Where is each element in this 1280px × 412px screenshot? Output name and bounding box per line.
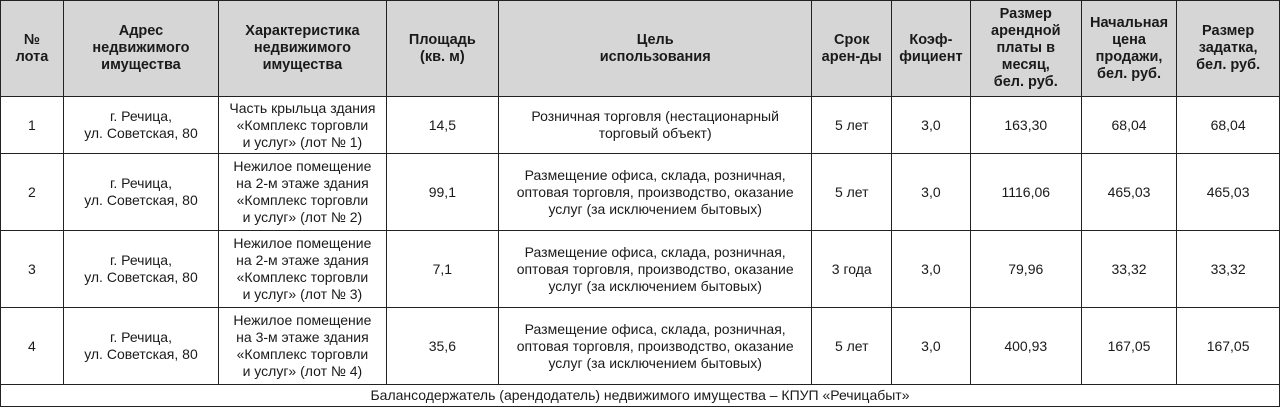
cell-term: 3 года (812, 231, 892, 308)
cell-area: 35,6 (386, 308, 498, 385)
cell-description: Часть крыльца здания «Комплекс торговли и услуг» (лот № 1) (219, 97, 387, 154)
table-row (1, 308, 1280, 385)
cell-description: Нежилое помещение на 2-м этаже здания «Комплекс торговли и услуг» (лот № 2) (219, 154, 387, 231)
header-rent: Размер арендной платы в месяц, бел. руб. (970, 1, 1081, 97)
cell-purpose: Размещение офиса, склада, розничная, оптовая торговля, производство, оказание услуг (за исключением бытовых) (498, 308, 811, 385)
cell-description: Нежилое помещение на 2-м этаже здания «Комплекс торговли и услуг» (лот № 3) (219, 231, 387, 308)
cell-start-price: 68,04 (1081, 97, 1176, 154)
cell-start-price: 33,32 (1081, 231, 1176, 308)
cell-address: г. Речица, ул. Советская, 80 (63, 231, 218, 308)
cell-rent: 79,96 (970, 231, 1081, 308)
cell-description: Нежилое помещение на 3-м этаже здания «Комплекс торговли и услуг» (лот № 4) (219, 308, 387, 385)
cell-rent: 400,93 (970, 308, 1081, 385)
cell-address: г. Речица, ул. Советская, 80 (63, 308, 218, 385)
cell-term: 5 лет (812, 154, 892, 231)
cell-rent: 1116,06 (970, 154, 1081, 231)
cell-term: 5 лет (812, 308, 892, 385)
header-area: Площадь (кв. м) (386, 1, 498, 97)
cell-purpose: Розничная торговля (нестационарный торговый объект) (498, 97, 811, 154)
header-address: Адрес недвижимого имущества (63, 1, 218, 97)
header-term: Срок арен-ды (812, 1, 892, 97)
cell-area: 99,1 (386, 154, 498, 231)
header-deposit: Размер задатка, бел. руб. (1177, 1, 1280, 97)
cell-lot-number: 1 (1, 97, 64, 154)
table-header-row (1, 1, 1280, 97)
cell-area: 7,1 (386, 231, 498, 308)
cell-start-price: 167,05 (1081, 308, 1176, 385)
cell-lot-number: 2 (1, 154, 64, 231)
table-row (1, 231, 1280, 308)
table-footer-row (1, 385, 1280, 407)
cell-purpose: Размещение офиса, склада, розничная, оптовая торговля, производство, оказание услуг (за исключением бытовых) (498, 154, 811, 231)
cell-deposit: 465,03 (1177, 154, 1280, 231)
header-coefficient: Коэф- фициент (892, 1, 971, 97)
table-row (1, 97, 1280, 154)
cell-deposit: 33,32 (1177, 231, 1280, 308)
cell-start-price: 465,03 (1081, 154, 1176, 231)
cell-address: г. Речица, ул. Советская, 80 (63, 97, 218, 154)
cell-coefficient: 3,0 (892, 154, 971, 231)
cell-coefficient: 3,0 (892, 97, 971, 154)
cell-address: г. Речица, ул. Советская, 80 (63, 154, 218, 231)
header-description: Характеристика недвижимого имущества (219, 1, 387, 97)
cell-coefficient: 3,0 (892, 231, 971, 308)
cell-deposit: 68,04 (1177, 97, 1280, 154)
header-lot-number: № лота (1, 1, 64, 97)
cell-rent: 163,30 (970, 97, 1081, 154)
cell-purpose: Размещение офиса, склада, розничная, оптовая торговля, производство, оказание услуг (за исключением бытовых) (498, 231, 811, 308)
cell-lot-number: 3 (1, 231, 64, 308)
cell-term: 5 лет (812, 97, 892, 154)
header-start-price: Начальная цена продажи, бел. руб. (1081, 1, 1176, 97)
cell-deposit: 167,05 (1177, 308, 1280, 385)
cell-lot-number: 4 (1, 308, 64, 385)
cell-area: 14,5 (386, 97, 498, 154)
balance-holder-note: Балансодержатель (арендодатель) недвижимого имущества – КПУП «Речицабыт» (1, 385, 1280, 407)
table-row (1, 154, 1280, 231)
header-purpose: Цель использования (498, 1, 811, 97)
cell-coefficient: 3,0 (892, 308, 971, 385)
